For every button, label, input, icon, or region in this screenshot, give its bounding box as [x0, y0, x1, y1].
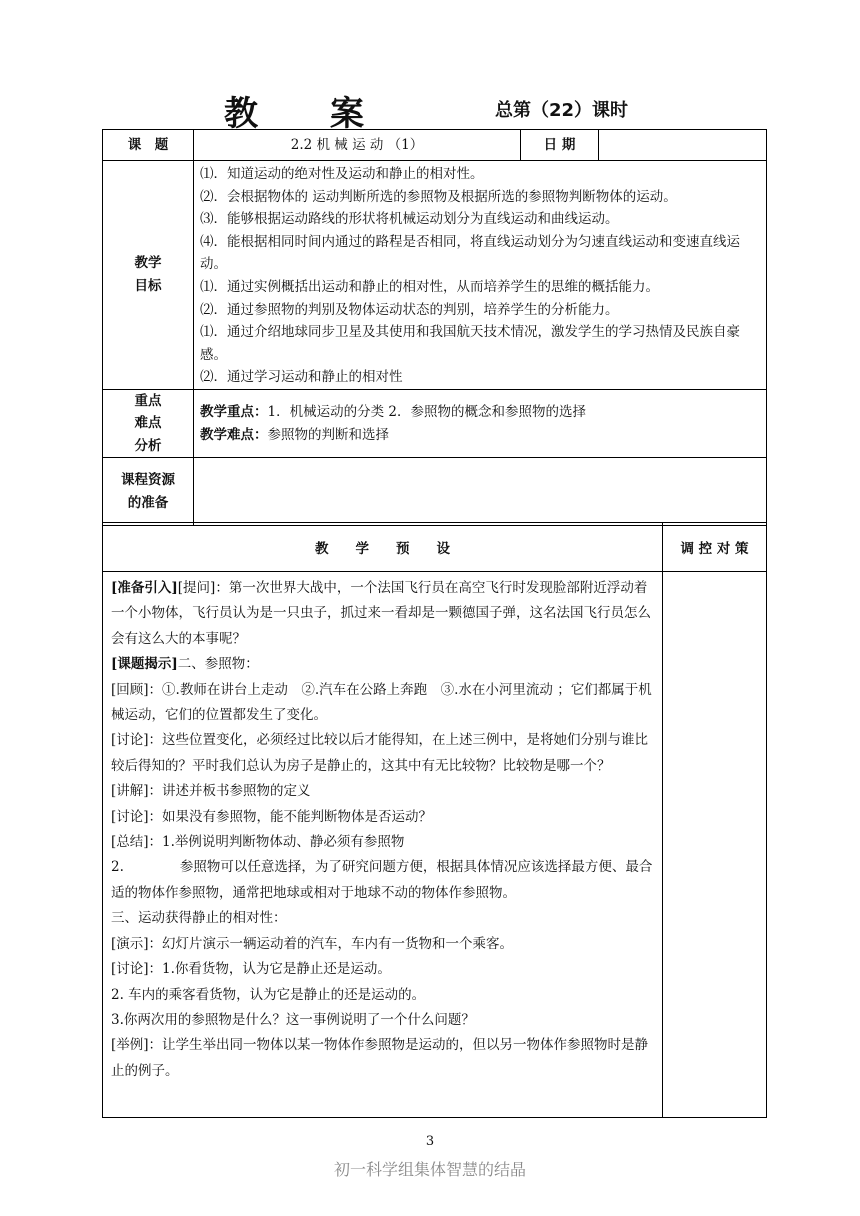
topic-reveal-tag: [课题揭示]	[111, 656, 178, 673]
resources-label	[103, 458, 194, 526]
title-char-2: 案	[330, 94, 364, 134]
focus-label-line2: 难点	[134, 415, 162, 432]
topic-reveal-text: 二、参照物：	[177, 656, 259, 673]
page-footer: 初一科学组集体智慧的结晶	[333, 1160, 526, 1179]
goals-label-line2: 目标	[134, 277, 162, 294]
plan-paragraph	[111, 576, 656, 652]
resources-label-line1: 课程资源	[121, 472, 175, 489]
plan-paragraph: [回顾]：①.教师在讲台上走动 ②.汽车在公路上奔跑 ③.水在小河里流动 ；它们都属于机械运动，它们的位置都发生了变化。	[111, 681, 652, 724]
plan-paragraph: [举例]：让学生举出同一物体以某一物体作参照物是运动的，但以另一物体作参照物时是静止的例子。	[111, 1037, 649, 1079]
topic-value: 2.2 机 械 运 动 （1）	[194, 130, 521, 161]
teaching-plan-table	[102, 522, 767, 1118]
date-value	[599, 130, 767, 161]
date-label: 日 期	[521, 130, 599, 161]
key-point	[200, 401, 760, 424]
plan-paragraph: [讨论]：1.你看货物，认为它是静止还是运动。	[111, 961, 391, 978]
plan-paragraph: [演示]：幻灯片演示一辆运动着的汽车，车内有一货物和一个乘客。	[111, 935, 514, 952]
goal-item: ⑵．通过参照物的判别及物体运动状态的判别，培养学生的分析能力。	[200, 301, 619, 318]
title-char-1: 教	[224, 94, 258, 134]
plan-paragraph	[111, 855, 656, 906]
topic-label: 课 题	[103, 130, 194, 161]
goals-label	[103, 161, 194, 390]
summary-item-text: 参照物可以任意选择，为了研究问题方便，根据具体情况应该选择最方便、最合适的物体作参照物，通常把地球或相对于地球不动的物体作参照物。	[111, 859, 653, 901]
plan-paragraph: [讨论]：这些位置变化，必须经过比较以后才能得知，在上述三例中，是将她们分别与谁比较后得知的？平时我们总认为房子是静止的，这其中有无比较物？比较物是哪一个？	[111, 732, 649, 774]
control-content	[663, 572, 767, 1118]
difficult-point-label: 教学难点：	[200, 426, 268, 443]
intro-tag: [准备引入]	[111, 580, 178, 596]
goal-item: ⑴．知道运动的绝对性及运动和静止的相对性。	[200, 166, 484, 182]
plan-paragraph: 2. 车内的乘客看货物，认为它是静止的还是运动的。	[111, 986, 426, 1003]
plan-paragraph: [总结]：1.举例说明判断物体动、静必须有参照物	[111, 834, 405, 851]
goal-item: ⑵．通过学习运动和静止的相对性	[200, 369, 403, 386]
plan-header: 教 学 预 设	[103, 523, 663, 572]
goal-item: ⑴．通过介绍地球同步卫星及其使用和我国航天技术情况，激发学生的学习热情及民族自豪感。	[200, 324, 740, 363]
focus-content	[194, 389, 767, 458]
goal-item: ⑶．能够根据运动路线的形状将机械运动划分为直线运动和曲线运动。	[200, 211, 619, 228]
focus-label-line3: 分析	[134, 437, 162, 454]
key-point-text: 1．机械运动的分类 2．参照物的概念和参照物的选择	[267, 404, 586, 421]
plan-paragraph: [讨论]：如果没有参照物，能不能判断物体是否运动？	[111, 808, 433, 825]
focus-label	[103, 389, 194, 458]
page-number: 3	[425, 1134, 435, 1149]
period-counter: 总第（22）课时	[495, 100, 629, 121]
lesson-info-table	[102, 129, 767, 526]
document-header	[0, 86, 860, 134]
plan-paragraph: 三、运动获得静止的相对性：	[111, 910, 287, 927]
difficult-point	[200, 424, 760, 447]
key-point-label: 教学重点：	[200, 404, 268, 421]
resources-label-line2: 的准备	[127, 494, 169, 511]
difficult-point-text: 参照物的判断和选择	[267, 426, 389, 443]
goals-label-line1: 教学	[134, 255, 162, 272]
summary-item-number: 2.	[111, 859, 124, 876]
focus-label-line1: 重点	[134, 392, 162, 409]
goal-item: ⑵．会根据物体的 运动判断所选的参照物及根据所选的参照物判断物体的运动。	[200, 188, 677, 205]
intro-text: [提问]：第一次世界大战中，一个法国飞行员在高空飞行时发现脸部附近浮动着一个小物体，飞行员认为是一只虫子，抓过来一看却是一颗德国子弹，这名法国飞行员怎么会有这么大的本事呢？	[111, 580, 651, 647]
control-header: 调 控 对 策	[663, 523, 767, 572]
goal-item: ⑴．通过实例概括出运动和静止的相对性，从而培养学生的思维的概括能力。	[200, 278, 659, 295]
plan-paragraph: [讲解]：讲述并板书参照物的定义	[111, 783, 311, 800]
goals-content	[194, 161, 767, 390]
plan-content	[103, 572, 663, 1118]
resources-value	[194, 458, 767, 526]
plan-paragraph	[111, 652, 656, 677]
plan-paragraph: 3.你两次用的参照物是什么？这一事例说明了一个什么问题？	[111, 1011, 475, 1028]
goal-item: ⑷．能根据相同时间内通过的路程是否相同，将直线运动划分为匀速直线运动和变速直线运动。	[200, 233, 740, 273]
